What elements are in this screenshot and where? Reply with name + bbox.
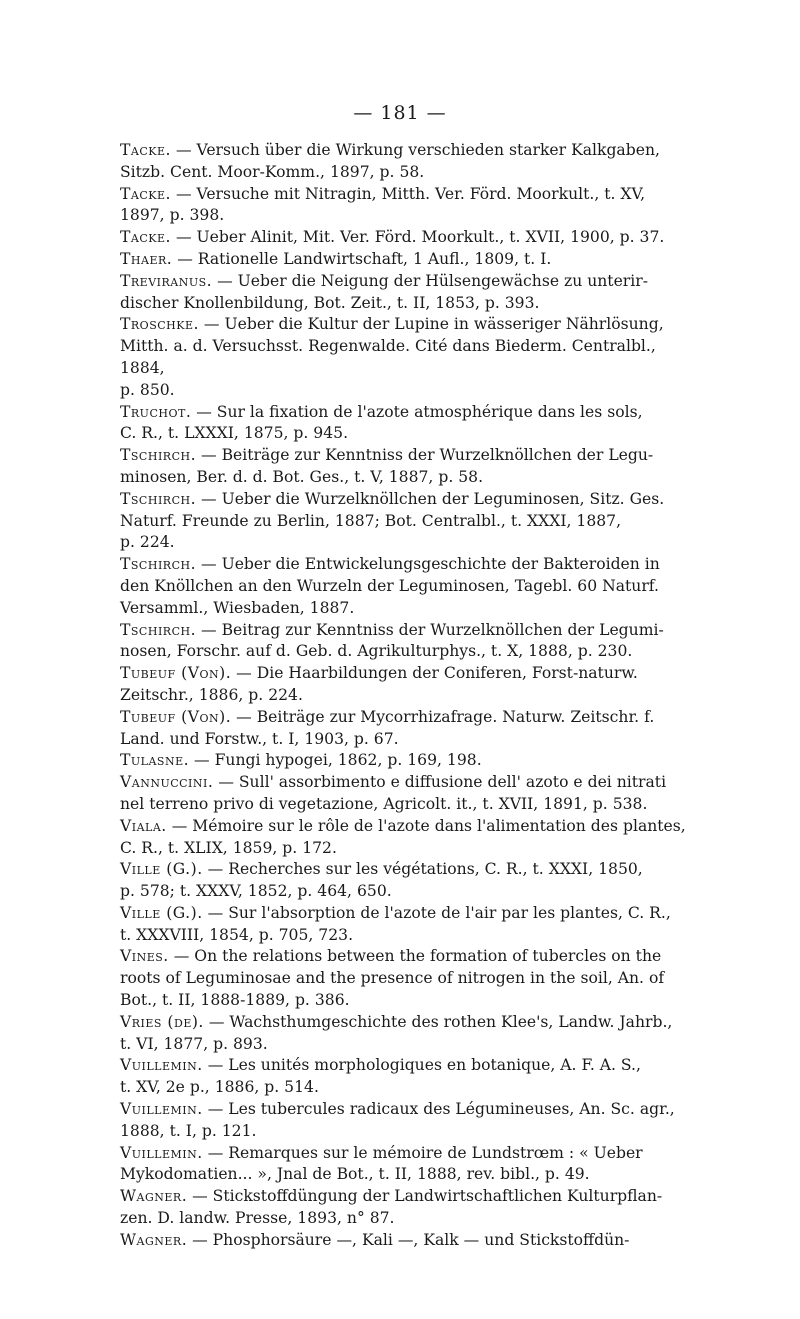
entry-author: Treviranus.	[120, 271, 213, 290]
entry-text: Mitth. a. d. Versuchsst. Regenwalde. Cité dans Biederm. Centralbl., 1884,	[120, 337, 656, 377]
entry-text: — Sur la fixation de l'azote atmosphérique dans les sols,	[196, 402, 643, 421]
entry-author: Tschirch.	[120, 555, 197, 574]
entry-author: Tacke.	[120, 141, 171, 159]
entry-author: Tacke.	[120, 228, 171, 247]
entry-line	[120, 511, 695, 533]
entry-line	[120, 641, 695, 663]
entry-line	[120, 794, 695, 816]
entry-text: — Ueber die Kultur der Lupine in wässeriger Nährlösung,	[203, 315, 664, 334]
bibliography-entry	[120, 1012, 695, 1056]
entry-text: zen. D. landw. Presse, 1893, n° 87.	[120, 1209, 395, 1228]
entry-text: — Stickstoffdüngung der Landwirtschaftlichen Kulturpflan-	[192, 1187, 663, 1206]
entry-text: p. 578; t. XXXV, 1852, p. 464, 650.	[120, 882, 392, 901]
entry-line	[120, 1012, 695, 1034]
entry-line	[120, 1186, 695, 1208]
bibliography-entry	[120, 249, 695, 271]
entry-line	[120, 380, 695, 402]
bibliography-entry	[120, 663, 695, 707]
entry-text: Land. und Forstw., t. I, 1903, p. 67.	[120, 729, 399, 748]
entry-line	[120, 576, 695, 598]
entry-line	[120, 336, 695, 380]
entry-line	[120, 990, 695, 1012]
entry-text: — Recherches sur les végétations, C. R., t. XXXI, 1850,	[207, 860, 643, 879]
entry-text: — Ueber die Wurzelknöllchen der Leguminosen, Sitz. Ges.	[201, 489, 665, 508]
entry-text: Naturf. Freunde zu Berlin, 1887; Bot. Centralbl., t. XXXI, 1887,	[120, 511, 622, 530]
entry-line	[120, 598, 695, 620]
entry-text: — Phosphorsäure —, Kali —, Kalk — und Stickstoffdün-	[192, 1230, 630, 1249]
bibliography-entry	[120, 140, 695, 184]
entry-author: Tubeuf (Von).	[120, 664, 232, 683]
entry-author: Ville (G.).	[120, 903, 203, 922]
entry-author: Vries (de).	[120, 1012, 204, 1031]
entry-author: Tschirch.	[120, 489, 197, 508]
bibliography-entry	[120, 903, 695, 947]
entry-line	[120, 1034, 695, 1056]
entry-text: roots of Leguminosae and the presence of nitrogen in the soil, An. of	[120, 969, 665, 988]
entry-text: — Die Haarbildungen der Coniferen, Forst-naturw.	[236, 664, 638, 683]
bibliography-entry	[120, 1186, 695, 1230]
entry-text: — Versuch über die Wirkung verschieden starker Kalkgaben,	[175, 141, 660, 159]
entry-text: — Sull' assorbimento e diffusione dell' azoto e dei nitrati	[218, 773, 667, 792]
entry-author: Vuillemin.	[120, 1100, 203, 1119]
entry-line	[120, 1121, 695, 1143]
entry-author: Wagner.	[120, 1230, 188, 1249]
entry-author: Viala.	[120, 816, 167, 835]
entry-line	[120, 772, 695, 794]
entry-line	[120, 1164, 695, 1186]
entry-line	[120, 271, 695, 293]
entry-text: minosen, Ber. d. d. Bot. Ges., t. V, 1887, p. 58.	[120, 467, 484, 486]
entry-line	[120, 903, 695, 925]
entry-line	[120, 205, 695, 227]
entry-text: — On the relations between the formation of tubercles on the	[173, 947, 662, 966]
entry-author: Vannuccini.	[120, 773, 214, 792]
entry-text: t. VI, 1877, p. 893.	[120, 1034, 268, 1053]
bibliography-entry	[120, 1230, 695, 1252]
entry-text: — Wachsthumgeschichte des rothen Klee's, Landw. Jahrb.,	[208, 1012, 673, 1031]
entry-line	[120, 946, 695, 968]
bibliography-entry	[120, 445, 695, 489]
entry-text: Mykodomatien... », Jnal de Bot., t. II, 1888, rev. bibl., p. 49.	[120, 1165, 590, 1184]
entry-text: den Knöllchen an den Wurzeln der Leguminosen, Tagebl. 60 Naturf.	[120, 576, 659, 595]
bibliography-entry	[120, 227, 695, 249]
entry-text: Versamml., Wiesbaden, 1887.	[120, 598, 355, 617]
entry-line	[120, 707, 695, 729]
entry-line	[120, 445, 695, 467]
entry-text: — Mémoire sur le rôle de l'azote dans l'alimentation des plantes,	[171, 816, 686, 835]
entry-text: 1888, t. I, p. 121.	[120, 1121, 257, 1140]
entry-text: — Fungi hypogei, 1862, p. 169, 198.	[194, 751, 482, 770]
bibliography-entry	[120, 620, 695, 664]
entry-text: p. 224.	[120, 533, 175, 552]
entry-text: t. XV, 2e p., 1886, p. 514.	[120, 1078, 319, 1097]
entry-text: — Ueber die Entwickelungsgeschichte der Bakteroiden in	[201, 555, 660, 574]
bibliography-entry	[120, 946, 695, 1011]
entry-line	[120, 402, 695, 424]
bibliography-entry	[120, 1099, 695, 1143]
entry-author: Tschirch.	[120, 620, 197, 639]
entry-text: 1897, p. 398.	[120, 206, 225, 225]
entry-line	[120, 1143, 695, 1165]
entry-author: Vuillemin.	[120, 1056, 203, 1075]
entry-line	[120, 1208, 695, 1230]
entry-text: — Beitrag zur Kenntniss der Wurzelknöllchen der Legumi-	[201, 620, 664, 639]
entry-line	[120, 620, 695, 642]
entry-line	[120, 467, 695, 489]
entry-line	[120, 685, 695, 707]
bibliography-entry	[120, 859, 695, 903]
entry-author: Thaer.	[120, 249, 173, 268]
bibliography-entry	[120, 1055, 695, 1099]
bibliography-entry	[120, 184, 695, 228]
entry-line	[120, 1230, 695, 1252]
entry-line	[120, 663, 695, 685]
entry-text: p. 850.	[120, 380, 175, 399]
entry-text: — Ueber die Neigung der Hülsengewächse zu unterir-	[217, 271, 648, 290]
bibliography-entry	[120, 402, 695, 446]
entry-text: Zeitschr., 1886, p. 224.	[120, 685, 303, 704]
bibliography-entry	[120, 554, 695, 619]
entry-line	[120, 925, 695, 947]
entry-line	[120, 816, 695, 838]
entry-text: — Les tubercules radicaux des Légumineuses, An. Sc. agr.,	[207, 1100, 675, 1119]
entry-author: Vuillemin.	[120, 1143, 203, 1162]
entry-line	[120, 489, 695, 511]
entry-text: — Sur l'absorption de l'azote de l'air par les plantes, C. R.,	[207, 903, 671, 922]
bibliography-entry	[120, 772, 695, 816]
entry-author: Ville (G.).	[120, 860, 203, 879]
entry-line	[120, 859, 695, 881]
entry-author: Wagner.	[120, 1187, 188, 1206]
entry-line	[120, 554, 695, 576]
entry-line	[120, 249, 695, 271]
entry-text: — Versuche mit Nitragin, Mitth. Ver. Förd. Moorkult., t. XV,	[175, 184, 646, 203]
entry-author: Tacke.	[120, 184, 171, 203]
entry-line	[120, 314, 695, 336]
entry-text: — Les unités morphologiques en botanique, A. F. A. S.,	[207, 1056, 641, 1075]
bibliography-entry	[120, 816, 695, 860]
entry-line	[120, 968, 695, 990]
entry-text: — Remarques sur le mémoire de Lundstrœm : « Ueber	[207, 1143, 643, 1162]
entry-line	[120, 1077, 695, 1099]
entry-text: — Ueber Alinit, Mit. Ver. Förd. Moorkult., t. XVII, 1900, p. 37.	[175, 228, 665, 247]
entry-text: nosen, Forschr. auf d. Geb. d. Agrikulturphys., t. X, 1888, p. 230.	[120, 642, 633, 661]
entry-line	[120, 1055, 695, 1077]
entry-text: Bot., t. II, 1888-1889, p. 386.	[120, 991, 350, 1010]
entry-text: C. R., t. XLIX, 1859, p. 172.	[120, 838, 337, 857]
bibliography-entry	[120, 314, 695, 401]
entry-line	[120, 838, 695, 860]
entry-text: — Beiträge zur Mycorrhizafrage. Naturw. Zeitschr. f.	[236, 707, 655, 726]
entry-author: Tschirch.	[120, 446, 197, 465]
entry-text: C. R., t. LXXXI, 1875, p. 945.	[120, 424, 349, 443]
entry-author: Tulasne.	[120, 751, 190, 770]
entry-line	[120, 729, 695, 751]
bibliography-entry	[120, 489, 695, 554]
bibliography-list	[120, 140, 695, 1252]
entry-line	[120, 184, 695, 206]
entry-line	[120, 423, 695, 445]
entry-line	[120, 140, 695, 162]
entry-author: Vines.	[120, 947, 169, 966]
entry-line	[120, 293, 695, 315]
entry-author: Troschke.	[120, 315, 199, 334]
bibliography-entry	[120, 750, 695, 772]
entry-line	[120, 532, 695, 554]
entry-text: discher Knollenbildung, Bot. Zeit., t. II, 1853, p. 393.	[120, 293, 540, 312]
entry-text: — Rationelle Landwirtschaft, 1 Aufl., 1809, t. I.	[177, 249, 552, 268]
bibliography-entry	[120, 1143, 695, 1187]
entry-line	[120, 162, 695, 184]
bibliography-entry	[120, 707, 695, 751]
entry-text: Sitzb. Cent. Moor-Komm., 1897, p. 58.	[120, 162, 425, 181]
entry-line	[120, 881, 695, 903]
page-number: — 181 —	[353, 102, 447, 124]
entry-author: Truchot.	[120, 402, 192, 421]
bibliography-entry	[120, 271, 695, 315]
entry-author: Tubeuf (Von).	[120, 707, 232, 726]
entry-text: — Beiträge zur Kenntniss der Wurzelknöllchen der Legu-	[201, 446, 654, 465]
entry-text: nel terreno privo di vegetazione, Agricolt. it., t. XVII, 1891, p. 538.	[120, 794, 648, 813]
entry-text: t. XXXVIII, 1854, p. 705, 723.	[120, 925, 354, 944]
entry-line	[120, 750, 695, 772]
entry-line	[120, 1099, 695, 1121]
entry-line	[120, 227, 695, 249]
